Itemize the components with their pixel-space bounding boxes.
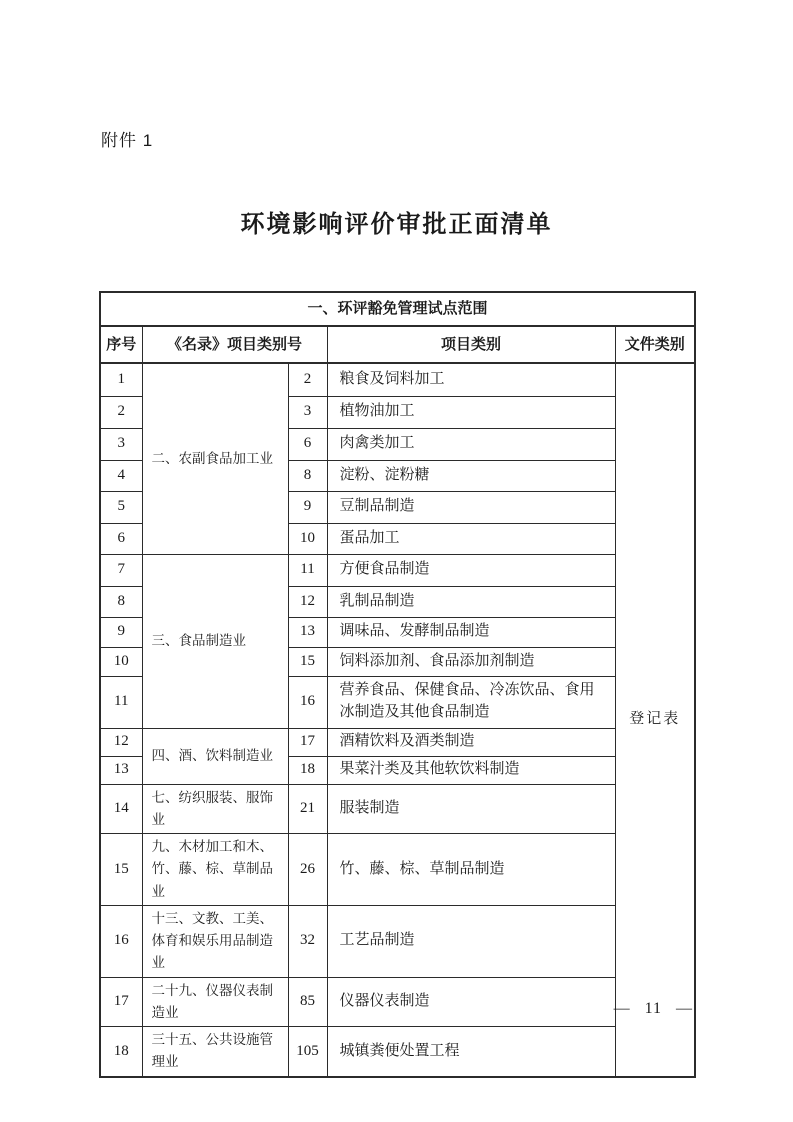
- industry-group-cell: 七、纺织服装、服饰业: [142, 784, 288, 834]
- industry-group-cell: 三、食品制造业: [142, 554, 288, 728]
- project-category-cell: 工艺品制造: [327, 905, 615, 977]
- table-row: [100, 784, 695, 834]
- project-category-cell: 粮食及饲料加工: [327, 363, 615, 396]
- catalog-code-cell: 11: [288, 554, 327, 586]
- section-title: 一、环评豁免管理试点范围: [100, 292, 695, 326]
- col-header-no: 序号: [100, 326, 142, 363]
- catalog-code-cell: 9: [288, 491, 327, 523]
- industry-group-cell: 十三、文教、工美、体育和娱乐用品制造业: [142, 905, 288, 977]
- catalog-code-cell: 16: [288, 676, 327, 728]
- catalog-code-cell: 8: [288, 460, 327, 491]
- table-row: [100, 905, 695, 977]
- serial-number-cell: 4: [100, 460, 142, 491]
- catalog-code-cell: 15: [288, 647, 327, 676]
- project-category-cell: 淀粉、淀粉糖: [327, 460, 615, 491]
- project-category-cell: 方便食品制造: [327, 554, 615, 586]
- table-row: [100, 977, 695, 1027]
- catalog-code-cell: 13: [288, 617, 327, 647]
- project-category-cell: 蛋品加工: [327, 523, 615, 554]
- serial-number-cell: 10: [100, 647, 142, 676]
- catalog-code-cell: 105: [288, 1027, 327, 1077]
- serial-number-cell: 14: [100, 784, 142, 834]
- catalog-code-cell: 10: [288, 523, 327, 554]
- table-row: [100, 363, 695, 396]
- project-category-cell: 仪器仪表制造: [327, 977, 615, 1027]
- serial-number-cell: 3: [100, 428, 142, 460]
- project-category-cell: 饲料添加剂、食品添加剂制造: [327, 647, 615, 676]
- table-row: [100, 554, 695, 586]
- catalog-code-cell: 12: [288, 586, 327, 617]
- serial-number-cell: 15: [100, 834, 142, 906]
- project-category-cell: 肉禽类加工: [327, 428, 615, 460]
- attachment-label: 附件 1: [101, 131, 154, 150]
- serial-number-cell: 13: [100, 756, 142, 784]
- table-row: [100, 1027, 695, 1077]
- project-category-cell: 酒精饮料及酒类制造: [327, 728, 615, 756]
- serial-number-cell: 1: [100, 363, 142, 396]
- catalog-code-cell: 3: [288, 396, 327, 428]
- catalog-code-cell: 6: [288, 428, 327, 460]
- project-category-cell: 城镇粪便处置工程: [327, 1027, 615, 1077]
- exemption-scope-table: [99, 291, 696, 1078]
- serial-number-cell: 16: [100, 905, 142, 977]
- page-number: — 11 —: [613, 1000, 693, 1017]
- catalog-code-cell: 17: [288, 728, 327, 756]
- project-category-cell: 营养食品、保健食品、冷冻饮品、食用冰制造及其他食品制造: [327, 676, 615, 728]
- industry-group-cell: 二十九、仪器仪表制造业: [142, 977, 288, 1027]
- table-row: [100, 834, 695, 906]
- col-header-document-category: 文件类别: [615, 326, 695, 363]
- industry-group-cell: 三十五、公共设施管理业: [142, 1027, 288, 1077]
- serial-number-cell: 6: [100, 523, 142, 554]
- catalog-code-cell: 32: [288, 905, 327, 977]
- serial-number-cell: 9: [100, 617, 142, 647]
- project-category-cell: 竹、藤、棕、草制品制造: [327, 834, 615, 906]
- industry-group-cell: 九、木材加工和木、竹、藤、棕、草制品业: [142, 834, 288, 906]
- serial-number-cell: 11: [100, 676, 142, 728]
- section-header-row: [100, 292, 695, 326]
- project-category-cell: 服装制造: [327, 784, 615, 834]
- serial-number-cell: 2: [100, 396, 142, 428]
- catalog-code-cell: 18: [288, 756, 327, 784]
- project-category-cell: 果菜汁类及其他软饮料制造: [327, 756, 615, 784]
- table-row: [100, 728, 695, 756]
- industry-group-cell: 二、农副食品加工业: [142, 363, 288, 554]
- catalog-code-cell: 21: [288, 784, 327, 834]
- col-header-catalog-no: 《名录》项目类别号: [142, 326, 327, 363]
- project-category-cell: 调味品、发酵制品制造: [327, 617, 615, 647]
- project-category-cell: 豆制品制造: [327, 491, 615, 523]
- serial-number-cell: 5: [100, 491, 142, 523]
- column-header-row: [100, 326, 695, 363]
- serial-number-cell: 17: [100, 977, 142, 1027]
- serial-number-cell: 8: [100, 586, 142, 617]
- project-category-cell: 植物油加工: [327, 396, 615, 428]
- document-type-cell: 登记表: [615, 363, 695, 1077]
- catalog-code-cell: 2: [288, 363, 327, 396]
- col-header-project-category: 项目类别: [327, 326, 615, 363]
- industry-group-cell: 四、酒、饮料制造业: [142, 728, 288, 784]
- page-title: 环境影响评价审批正面清单: [240, 211, 553, 238]
- catalog-code-cell: 26: [288, 834, 327, 906]
- serial-number-cell: 18: [100, 1027, 142, 1077]
- serial-number-cell: 7: [100, 554, 142, 586]
- project-category-cell: 乳制品制造: [327, 586, 615, 617]
- serial-number-cell: 12: [100, 728, 142, 756]
- catalog-code-cell: 85: [288, 977, 327, 1027]
